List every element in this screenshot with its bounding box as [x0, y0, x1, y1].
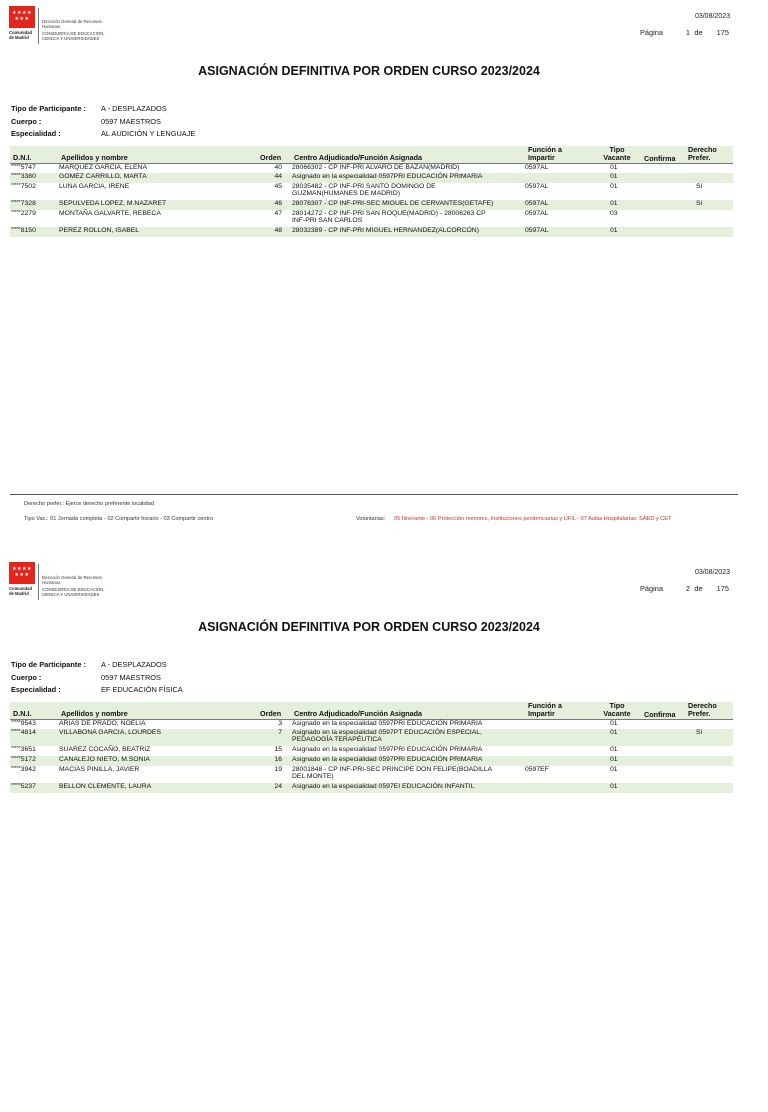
madrid-flag-icon: ★★★★ ★★★	[9, 6, 35, 28]
total-pages: 175	[716, 28, 729, 37]
col-funcion: Función a Impartir	[528, 701, 562, 718]
table-row	[10, 173, 733, 183]
cell-tipo: 01	[610, 756, 618, 763]
table-row	[10, 746, 733, 756]
meta-value: EF EDUCACIÓN FÍSICA	[101, 685, 183, 694]
cell-centro: 28066302 - CP INF-PRI ALVARO DE BAZAN(MADRID)	[292, 164, 460, 171]
cell-orden: 45	[274, 183, 282, 190]
cell-dni: *****3942	[11, 766, 36, 773]
cell-funcion: 0597AL	[525, 227, 549, 234]
logo-divider	[38, 564, 39, 600]
cell-dni: *****2279	[11, 210, 36, 217]
cell-orden: 47	[274, 210, 282, 217]
cell-centro: Asignado en la especialidad 0597PRI EDUCACIÓN PRIMARIA	[292, 173, 483, 180]
table-row	[10, 210, 733, 227]
madrid-flag-icon: ★★★★ ★★★	[9, 562, 35, 584]
cell-orden: 46	[274, 200, 282, 207]
logo-divider	[38, 8, 39, 44]
page-number: 1	[685, 28, 690, 37]
cell-funcion: 0597EF	[525, 766, 549, 773]
table-body	[10, 720, 733, 793]
col-orden: Orden	[260, 153, 282, 162]
table-header	[10, 146, 733, 163]
cell-centro: Asignado en la especialidad 0597PRI EDUCACIÓN PRIMARIA	[292, 720, 483, 727]
page-indicator	[640, 28, 732, 37]
col-dni: D.N.I.	[13, 153, 32, 162]
cell-orden: 44	[274, 173, 282, 180]
col-derecho: Derecho Prefer.	[688, 701, 717, 718]
col-nombre: Apellidos y nombre	[61, 709, 128, 718]
meta-label: Tipo de Participante :	[11, 660, 87, 669]
report-date: 03/08/2023	[694, 13, 730, 20]
total-pages: 175	[716, 584, 729, 593]
cell-centro: 28032389 - CP INF-PRI MIGUEL HERNANDEZ(ALCORCÓN)	[292, 227, 479, 234]
cell-nombre: BELLON CLEMENTE, LAURA	[59, 783, 152, 790]
cell-tipo: 01	[610, 164, 618, 171]
cell-orden: 19	[274, 766, 282, 773]
table-row	[10, 164, 733, 173]
report-date: 03/08/2023	[694, 569, 730, 576]
cell-dni: *****7502	[11, 183, 36, 190]
table-row	[10, 183, 733, 200]
cell-funcion: 0597AL	[525, 164, 549, 171]
cell-dni: *****5747	[11, 164, 36, 171]
meta-value: A - DESPLAZADOS	[101, 104, 167, 113]
meta-value: 0597 MAESTROS	[101, 673, 161, 682]
logo-org-name: Comunidad de Madrid	[9, 30, 33, 40]
report-page-2	[0, 556, 768, 1112]
meta-value: 0597 MAESTROS	[101, 117, 161, 126]
col-confirma: Confirma	[644, 710, 676, 719]
table-body	[10, 164, 733, 237]
footer-voluntarias-text: 05 Itinerante - 06 Protección menores, Instituciones penitenciarias y UFIL - 07 Aulas Hospitalarias, SAED y CET	[394, 516, 672, 522]
footer-derecho-note: Derecho prefer.: Ejerce derecho preferente localidad	[24, 501, 154, 507]
cell-derecho: Sí	[696, 729, 703, 736]
cell-nombre: MACIAS PINILLA, JAVIER	[59, 766, 140, 773]
logo-department: Dirección General de Recursos Humanos	[42, 575, 102, 585]
cell-centro: 28035482 - CP INF-PRI SANTO DOMINGO DE GUZMAN(HUMANES DE MADRID)	[292, 183, 436, 198]
logo-department: Dirección General de Recursos Humanos	[42, 19, 102, 29]
meta-label: Especialidad :	[11, 685, 61, 694]
logo-consejeria: CONSEJERÍA DE EDUCACIÓN, CIENCIA Y UNIVERSIDADES	[42, 31, 105, 41]
cell-centro: Asignado en la especialidad 0597EI EDUCACIÓN INFANTIL	[292, 783, 475, 790]
col-orden: Orden	[260, 709, 282, 718]
cell-dni: *****5237	[11, 783, 36, 790]
col-tipo: Tipo Vacante	[603, 701, 631, 718]
cell-nombre: SEPULVEDA LOPEZ, M.NAZARET	[59, 200, 167, 207]
cell-dni: *****3651	[11, 746, 36, 753]
table-header	[10, 702, 733, 719]
cell-funcion: 0597AL	[525, 210, 549, 217]
cell-nombre: ARIAS DE PRADO, NOELIA	[59, 720, 146, 727]
cell-tipo: 01	[610, 766, 618, 773]
meta-label: Cuerpo :	[11, 673, 42, 682]
cell-tipo: 01	[610, 200, 618, 207]
cell-orden: 3	[278, 720, 282, 727]
de-label: de	[694, 28, 703, 37]
table-row	[10, 766, 733, 783]
cell-centro: Asignado en la especialidad 0597PRI EDUCACIÓN PRIMARIA	[292, 756, 483, 763]
cell-nombre: CANALEJO NIETO, M.SONIA	[59, 756, 150, 763]
cell-centro: 28014272 - CP INF-PRI SAN ROQUE(MADRID) - 28006263 CP INF-PRI SAN CARLOS	[292, 210, 486, 225]
cell-funcion: 0597AL	[525, 183, 549, 190]
logo-consejeria: CONSEJERÍA DE EDUCACIÓN, CIENCIA Y UNIVERSIDADES	[42, 587, 105, 597]
cell-orden: 7	[278, 729, 282, 736]
cell-tipo: 01	[610, 746, 618, 753]
cell-centro: 28001848 - CP INF-PRI-SEC PRINCIPE DON FELIPE(BOADILLA DEL MONTE)	[292, 766, 492, 781]
footer-tipo-vac-note: Tipo Vac.: 01 Jornada completa - 02 Compartir horario - 03 Compartir centro	[24, 516, 214, 522]
table-row	[10, 729, 733, 746]
meta-label: Tipo de Participante :	[11, 104, 87, 113]
col-tipo: Tipo Vacante	[603, 145, 631, 162]
cell-tipo: 03	[610, 210, 618, 217]
table-row	[10, 227, 733, 237]
meta-label: Cuerpo :	[11, 117, 42, 126]
cell-dni: *****7328	[11, 200, 36, 207]
cell-orden: 24	[274, 783, 282, 790]
comunidad-madrid-logo	[9, 6, 119, 46]
col-derecho: Derecho Prefer.	[688, 145, 717, 162]
cell-nombre: PEREZ ROLLON, ISABEL	[59, 227, 140, 234]
cell-dni: *****4814	[11, 729, 36, 736]
table-row	[10, 756, 733, 766]
pagina-label: Página	[640, 28, 664, 37]
col-centro: Centro Adjudicado/Función Asignada	[294, 709, 423, 718]
cell-centro: Asignado en la especialidad 0597PRI EDUCACIÓN PRIMARIA	[292, 746, 483, 753]
cell-derecho: Sí	[696, 200, 703, 207]
report-title: ASIGNACIÓN DEFINITIVA POR ORDEN CURSO 2023/2024	[198, 64, 540, 78]
cell-tipo: 01	[610, 720, 618, 727]
cell-tipo: 01	[610, 783, 618, 790]
page-indicator	[640, 584, 732, 593]
cell-nombre: SUAREZ COCAÑO, BEATRIZ	[59, 746, 151, 753]
cell-tipo: 01	[610, 729, 618, 736]
report-title: ASIGNACIÓN DEFINITIVA POR ORDEN CURSO 2023/2024	[198, 620, 540, 634]
cell-nombre: VILLABONA GARCIA, LOURDES	[59, 729, 161, 736]
col-confirma: Confirma	[644, 154, 676, 163]
page-number: 2	[685, 584, 690, 593]
cell-dni: *****8150	[11, 227, 36, 234]
cell-orden: 48	[274, 227, 282, 234]
meta-value: AL AUDICIÓN Y LENGUAJE	[101, 129, 196, 138]
col-funcion: Función a Impartir	[528, 145, 562, 162]
meta-label: Especialidad :	[11, 129, 61, 138]
cell-nombre: MARQUEZ GARCIA, ELENA	[59, 164, 147, 171]
cell-tipo: 01	[610, 227, 618, 234]
col-nombre: Apellidos y nombre	[61, 153, 128, 162]
table-row	[10, 200, 733, 210]
cell-funcion: 0597AL	[525, 200, 549, 207]
cell-orden: 40	[274, 164, 282, 171]
cell-tipo: 01	[610, 173, 618, 180]
footer-voluntarias-label: Voluntarias:	[356, 516, 386, 522]
cell-nombre: GOMEZ CARRILLO, MARTA	[59, 173, 147, 180]
cell-centro: 28076307 - CP INF-PRI-SEC MIGUEL DE CERVANTES(GETAFE)	[292, 200, 494, 207]
comunidad-madrid-logo	[9, 562, 119, 602]
cell-orden: 15	[274, 746, 282, 753]
cell-dni: *****3380	[11, 173, 36, 180]
cell-dni: *****9543	[11, 720, 36, 727]
footer-divider	[10, 494, 738, 495]
table-row	[10, 783, 733, 793]
table-row	[10, 720, 733, 729]
col-dni: D.N.I.	[13, 709, 32, 718]
col-centro: Centro Adjudicado/Función Asignada	[294, 153, 423, 162]
cell-nombre: LUNA GARCIA, IRENE	[59, 183, 130, 190]
cell-dni: *****5172	[11, 756, 36, 763]
pagina-label: Página	[640, 584, 664, 593]
logo-org-name: Comunidad de Madrid	[9, 586, 33, 596]
de-label: de	[694, 584, 703, 593]
cell-orden: 16	[274, 756, 282, 763]
cell-tipo: 01	[610, 183, 618, 190]
cell-centro: Asignado en la especialidad 0597PT EDUCACIÓN ESPECIAL, PEDAGOGÍA TERAPÉUTICA	[292, 729, 482, 744]
cell-nombre: MONTAÑA GALVARTE, REBECA	[59, 210, 161, 217]
meta-value: A - DESPLAZADOS	[101, 660, 167, 669]
cell-derecho: Sí	[696, 183, 703, 190]
